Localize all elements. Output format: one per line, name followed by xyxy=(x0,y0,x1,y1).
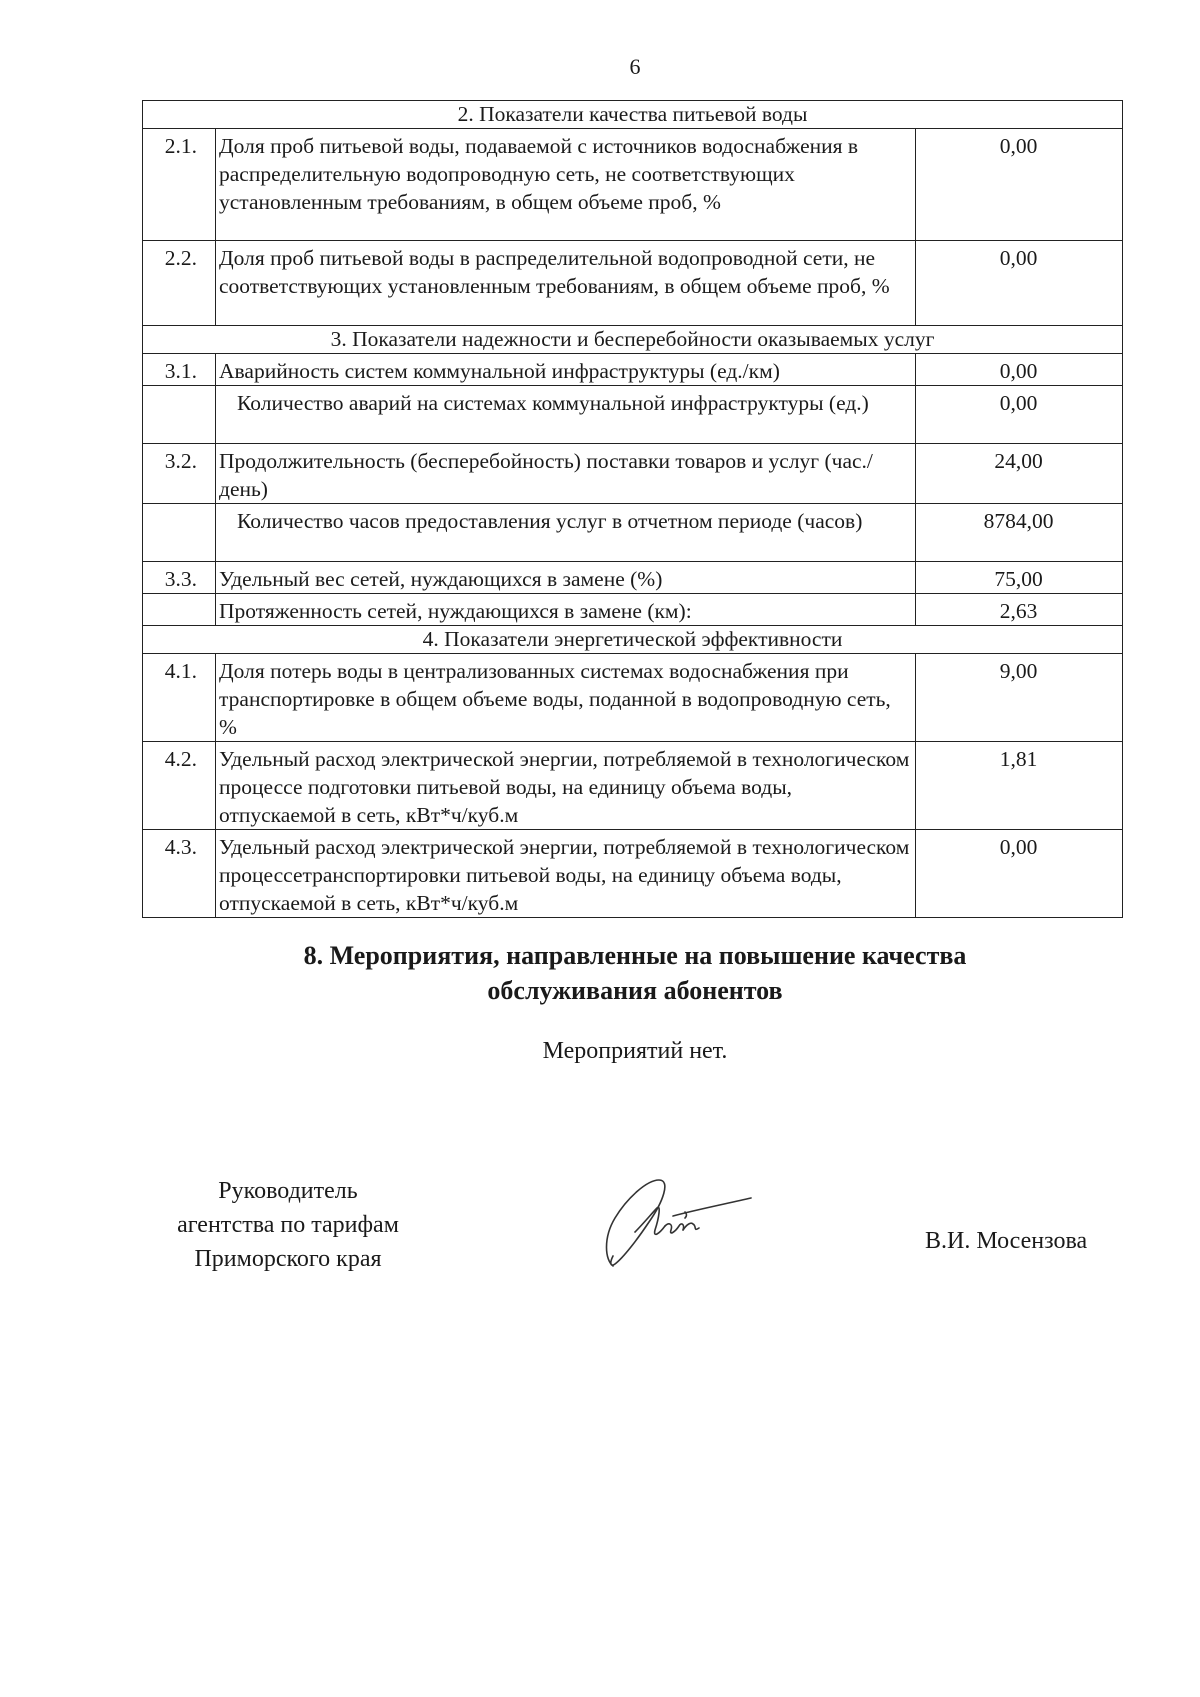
row-description: Доля проб питьевой воды в распределительной водопроводной сети, не соответствующих установленным требованиям, в общем объеме проб, % xyxy=(216,241,916,326)
signer-name: В.И. Мосензова xyxy=(925,1228,1088,1254)
section-header-row xyxy=(143,326,1123,354)
table-row xyxy=(143,241,1123,326)
position-line-3: Приморского края xyxy=(194,1246,382,1272)
row-description: Количество аварий на системах коммунальной инфраструктуры (ед.) xyxy=(216,386,916,444)
table-row xyxy=(143,386,1123,444)
row-number: 3.3. xyxy=(143,562,216,594)
table-row xyxy=(143,504,1123,562)
section-title: 4. Показатели энергетической эффективности xyxy=(143,626,1123,654)
row-number: 4.2. xyxy=(143,742,216,830)
row-value: 1,81 xyxy=(916,742,1123,830)
table-row xyxy=(143,742,1123,830)
table-row xyxy=(143,830,1123,918)
row-value: 24,00 xyxy=(916,444,1123,504)
row-description: Доля потерь воды в централизованных системах водоснабжения при транспортировке в общем объеме воды, поданной в водопроводную сеть, % xyxy=(216,654,916,742)
page-number: 6 xyxy=(629,54,641,79)
signer-position xyxy=(128,1174,448,1276)
row-value: 0,00 xyxy=(916,241,1123,326)
section-heading xyxy=(130,938,1140,1008)
table-row xyxy=(143,354,1123,386)
row-number: 2.2. xyxy=(143,241,216,326)
table-row xyxy=(143,654,1123,742)
row-description: Доля проб питьевой воды, подаваемой с источников водоснабжения в распределительную водопроводную сеть, не соответствующих установленным требованиям, в общем объеме проб, % xyxy=(216,129,916,241)
row-value: 75,00 xyxy=(916,562,1123,594)
row-number: 3.1. xyxy=(143,354,216,386)
position-line-1: Руководитель xyxy=(218,1178,358,1204)
row-number: 4.1. xyxy=(143,654,216,742)
row-number: 4.3. xyxy=(143,830,216,918)
table-row xyxy=(143,594,1123,626)
row-description: Аварийность систем коммунальной инфраструктуры (ед./км) xyxy=(216,354,916,386)
row-description: Удельный расход электрической энергии, потребляемой в технологическом процессетранспортировки питьевой воды, на единицу объема воды, отпускаемой в сеть, кВт*ч/куб.м xyxy=(216,830,916,918)
row-value: 0,00 xyxy=(916,354,1123,386)
row-number: 2.1. xyxy=(143,129,216,241)
row-value: 8784,00 xyxy=(916,504,1123,562)
position-line-2: агентства по тарифам xyxy=(177,1212,399,1238)
row-description: Продолжительность (бесперебойность) поставки товаров и услуг (час./день) xyxy=(216,444,916,504)
row-value: 0,00 xyxy=(916,830,1123,918)
row-value: 2,63 xyxy=(916,594,1123,626)
indicators-table xyxy=(142,100,1123,918)
row-description: Количество часов предоставления услуг в отчетном периоде (часов) xyxy=(216,504,916,562)
row-description: Удельный вес сетей, нуждающихся в замене (%) xyxy=(216,562,916,594)
row-value: 0,00 xyxy=(916,386,1123,444)
table-row xyxy=(143,129,1123,241)
row-number: 3.2. xyxy=(143,444,216,504)
row-number xyxy=(143,504,216,562)
section-title: 3. Показатели надежности и бесперебойности оказываемых услуг xyxy=(143,326,1123,354)
row-value: 0,00 xyxy=(916,129,1123,241)
row-number xyxy=(143,386,216,444)
row-description: Протяженность сетей, нуждающихся в замене (км): xyxy=(216,594,916,626)
row-description: Удельный расход электрической энергии, потребляемой в технологическом процессе подготовки питьевой воды, на единицу объема воды, отпускаемой в сеть, кВт*ч/куб.м xyxy=(216,742,916,830)
heading-line-1: 8. Мероприятия, направленные на повышение качества xyxy=(303,941,967,970)
row-value: 9,00 xyxy=(916,654,1123,742)
no-measures-text: Мероприятий нет. xyxy=(542,1038,728,1064)
section-header-row xyxy=(143,101,1123,129)
table-row xyxy=(143,444,1123,504)
section-title: 2. Показатели качества питьевой воды xyxy=(143,101,1123,129)
row-number xyxy=(143,594,216,626)
section-header-row xyxy=(143,626,1123,654)
table-row xyxy=(143,562,1123,594)
heading-line-2: обслуживания абонентов xyxy=(487,976,783,1005)
handwritten-signature xyxy=(575,1168,755,1278)
